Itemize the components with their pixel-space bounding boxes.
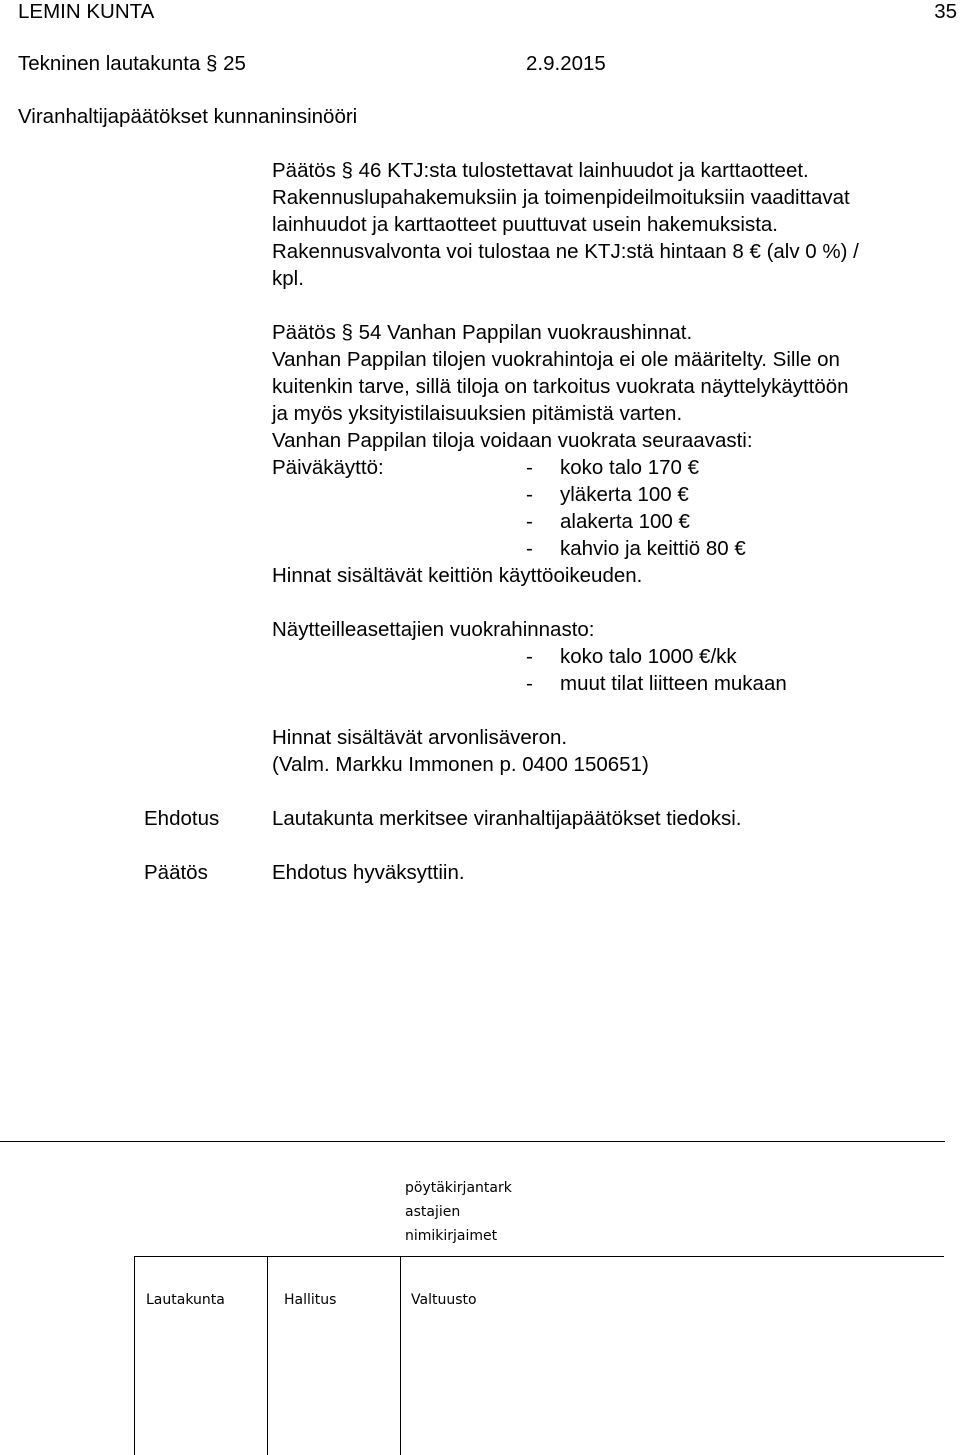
vat-note: Hinnat sisältävät arvonlisäveron. [272,726,568,749]
decision-54-line: Päätös § 54 Vanhan Pappilan vuokraushinnat. [272,321,693,344]
signature-caption: nimikirjaimet [405,1228,498,1244]
decision-46-line: Päätös § 46 KTJ:sta tulostettavat lainhuudot ja karttaotteet. [272,159,809,182]
footer-divider [0,1141,945,1142]
decision-54-line: ja myös yksityistilaisuuksien pitämistä varten. [272,402,683,425]
proposal-text: Lautakunta merkitsee viranhaltijapäätökset tiedoksi. [272,807,742,830]
municipality-name: LEMIN KUNTA [18,0,155,23]
meeting-reference: Tekninen lautakunta § 25 [18,52,246,75]
price-item: - muut tilat liitteen mukaan [526,672,787,695]
price-item: - kahvio ja keittiö 80 € [526,537,746,560]
decision-text: Ehdotus hyväksyttiin. [272,861,465,884]
price-item: - alakerta 100 € [526,510,690,533]
daycare-note: Hinnat sisältävät keittiön käyttöoikeuden. [272,564,643,587]
signature-caption: pöytäkirjantark [405,1180,512,1196]
decision-46-line: Rakennuslupahakemuksiin ja toimenpideilmoituksiin vaadittavat [272,186,850,209]
exhibitor-label: Näytteilleasettajien vuokrahinnasto: [272,618,595,641]
meeting-date: 2.9.2015 [526,52,606,75]
proposal-label: Ehdotus [144,807,220,830]
page-number: 35 [934,0,957,23]
signature-column-label: Lautakunta [146,1292,225,1308]
decision-54-line: kuitenkin tarve, sillä tiloja on tarkoitus vuokrata näyttelykäyttöön [272,375,849,398]
table-divider [400,1257,401,1455]
decision-54-line: Vanhan Pappilan tiloja voidaan vuokrata seuraavasti: [272,429,753,452]
price-item: - koko talo 170 € [526,456,700,479]
price-item: - koko talo 1000 €/kk [526,645,737,668]
daycare-label: Päiväkäyttö: [272,456,384,479]
decision-label: Päätös [144,861,208,884]
section-title: Viranhaltijapäätökset kunnaninsinööri [18,105,358,128]
decision-54-line: Vanhan Pappilan tilojen vuokrahintoja ei ole määritelty. Sille on [272,348,840,371]
signature-table [134,1256,944,1455]
signature-column-label: Hallitus [284,1292,337,1308]
table-divider [267,1257,268,1455]
price-item: - yläkerta 100 € [526,483,689,506]
contact-info: (Valm. Markku Immonen p. 0400 150651) [272,753,649,776]
decision-46-line: kpl. [272,267,304,290]
signature-caption: astajien [405,1204,461,1220]
decision-46-line: lainhuudot ja karttaotteet puuttuvat usein hakemuksista. [272,213,778,236]
signature-column-label: Valtuusto [411,1292,477,1308]
decision-46-line: Rakennusvalvonta voi tulostaa ne KTJ:stä hintaan 8 € (alv 0 %) / [272,240,859,263]
